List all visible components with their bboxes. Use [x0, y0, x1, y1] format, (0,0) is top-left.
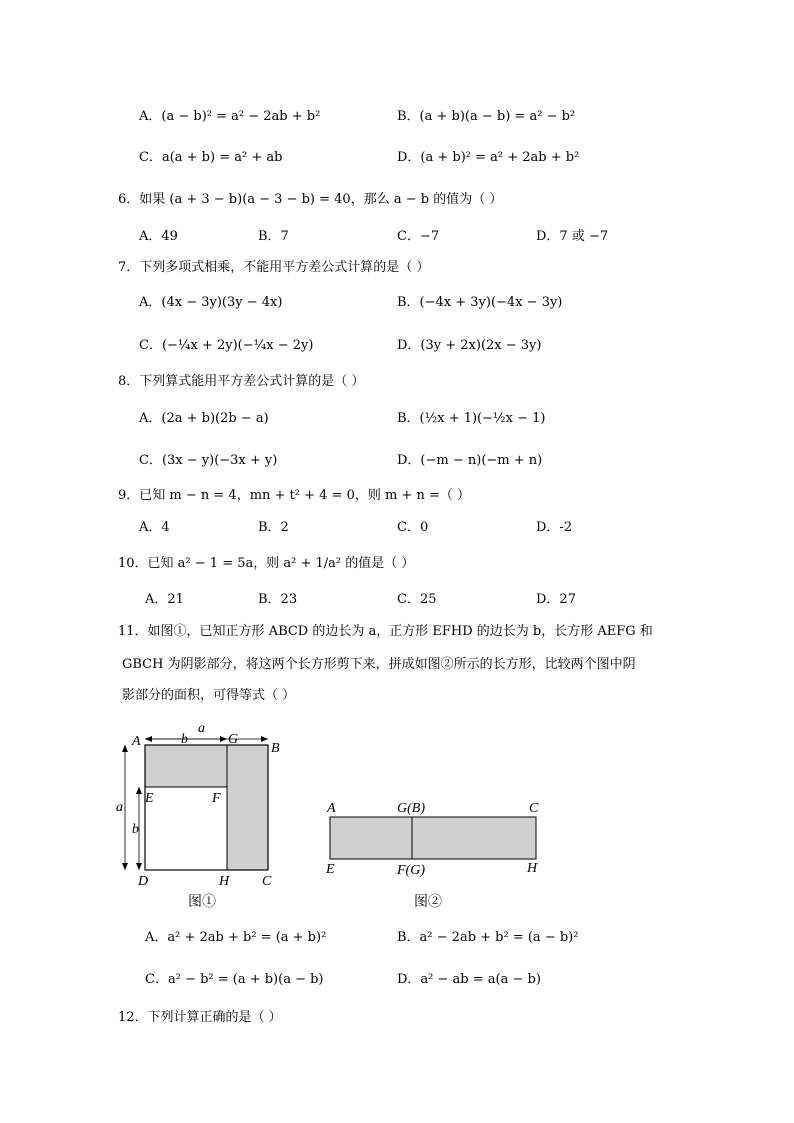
fig1-label-A: A [132, 734, 141, 749]
q8-option-b: B．(½x + 1)(−½x − 1) [397, 411, 546, 426]
q9-stem: 9．已知 m − n = 4，mn + t² + 4 = 0，则 m + n =（ ） [118, 488, 470, 503]
q8-stem: 8．下列算式能用平方差公式计算的是（ ） [118, 374, 365, 389]
q11-stem-line2: GBCH 为阴影部分，将这两个长方形剪下来，拼成如图②所示的长方形，比较两个图中阴 [122, 657, 636, 672]
q7-option-c: C．(−¼x + 2y)(−¼x − 2y) [139, 338, 314, 353]
fig2-label-E: E [326, 862, 335, 877]
q10-option-d: D．27 [536, 592, 576, 607]
q7-stem: 7．下列多项式相乘，不能用平方差公式计算的是（ ） [118, 260, 430, 275]
q8-option-c: C．(3x − y)(−3x + y) [139, 453, 278, 468]
fig1-arrowhead [136, 863, 142, 870]
q10-stem: 10．已知 a² − 1 = 5a，则 a² + 1/a² 的值是（ ） [118, 556, 415, 571]
q7-option-d: D．(3y + 2x)(2x − 3y) [397, 338, 542, 353]
q8-option-a: A．(2a + b)(2b − a) [139, 411, 269, 426]
figure-2 [320, 795, 550, 910]
fig1-label-G: G [228, 732, 239, 747]
fig2-label-GB: G(B) [397, 801, 425, 816]
q8-option-d: D．(−m − n)(−m + n) [397, 453, 543, 468]
fig2-label-A: A [327, 801, 336, 816]
q5-option-c: C．a(a + b) = a² + ab [139, 150, 283, 165]
q12-stem: 12．下列计算正确的是（ ） [118, 1010, 282, 1025]
fig1-label-a-left: a [116, 800, 123, 815]
fig1-label-F: F [212, 791, 221, 806]
q9-option-c: C．0 [397, 520, 429, 535]
fig1-arrowhead [122, 863, 128, 870]
fig1-label-C: C [262, 874, 272, 889]
q9-option-b: B．2 [258, 520, 289, 535]
fig2-shade-left [330, 817, 412, 859]
q6-option-c: C．−7 [397, 229, 440, 244]
fig1-label-D: D [138, 874, 149, 889]
fig2-caption: 图② [414, 895, 442, 910]
figure-1 [110, 715, 300, 910]
q10-option-b: B．23 [258, 592, 298, 607]
q10-option-c: C．25 [397, 592, 437, 607]
q5-option-d: D．(a + b)² = a² + 2ab + b² [397, 150, 580, 165]
q11-stem-line3: 影部分的面积，可得等式（ ） [122, 688, 296, 703]
q9-option-d: D．-2 [536, 520, 573, 535]
q11-option-c: C．a² − b² = (a + b)(a − b) [145, 972, 324, 987]
fig1-shade-gbch [227, 745, 268, 870]
q11-option-d: D．a² − ab = a(a − b) [397, 972, 541, 987]
q11-option-b: B．a² − 2ab + b² = (a − b)² [397, 930, 579, 945]
q9-option-a: A．4 [139, 520, 170, 535]
q5-option-a: A．(a − b)² = a² − 2ab + b² [139, 109, 321, 124]
fig2-label-FG: F(G) [397, 863, 425, 878]
fig1-arrowhead [145, 736, 152, 742]
fig1-label-H: H [219, 874, 230, 889]
fig1-arrowhead [136, 787, 142, 794]
fig1-caption: 图① [188, 895, 216, 910]
fig1-label-E: E [145, 791, 154, 806]
q11-option-a: A．a² + 2ab + b² = (a + b)² [145, 930, 327, 945]
q6-option-d: D．7 或 −7 [536, 229, 609, 244]
q6-option-a: A．49 [139, 229, 178, 244]
fig1-arrowhead [220, 736, 227, 742]
q7-option-b: B．(−4x + 3y)(−4x − 3y) [397, 295, 563, 310]
q7-option-a: A．(4x − 3y)(3y − 4x) [139, 295, 283, 310]
fig1-arrowhead [261, 736, 268, 742]
q10-option-a: A．21 [145, 592, 184, 607]
fig1-label-B: B [271, 741, 280, 756]
fig1-label-b-top: b [181, 732, 188, 747]
q11-stem-line1: 11．如图①，已知正方形 ABCD 的边长为 a，正方形 EFHD 的边长为 b，长方形 AEFG 和 [118, 624, 653, 639]
q6-option-b: B．7 [258, 229, 289, 244]
fig2-label-C: C [529, 801, 539, 816]
fig1-label-b-left: b [132, 822, 139, 837]
q5-option-b: B．(a + b)(a − b) = a² − b² [397, 109, 576, 124]
fig1-shade-aefg [145, 745, 227, 787]
fig2-shade-right [412, 817, 536, 859]
fig1-label-a-top: a [198, 721, 205, 736]
fig1-arrowhead [122, 745, 128, 752]
fig2-label-H: H [527, 861, 538, 876]
q6-stem: 6．如果 (a + 3 − b)(a − 3 − b) = 40，那么 a − b 的值为（ ） [118, 192, 503, 207]
